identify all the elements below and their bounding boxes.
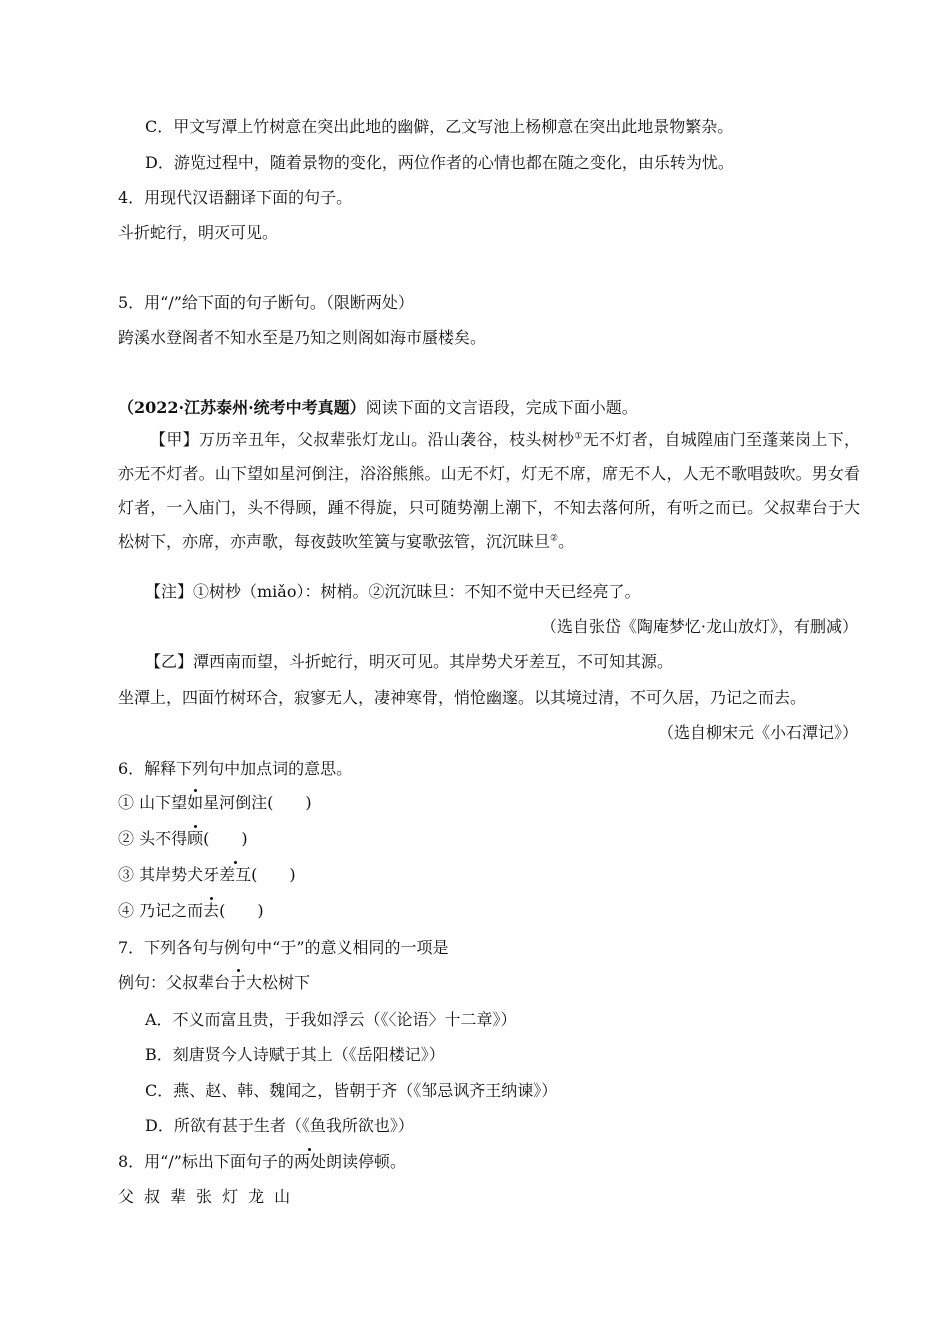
q8-title: 8．用“/”标出下面句子的两处朗读停顿。 — [118, 1152, 406, 1171]
section-source: （2022·江苏泰州·统考中考真题） — [118, 398, 366, 417]
section-header — [118, 397, 638, 419]
q8-char: 灯 — [222, 1187, 239, 1206]
q8-char: 山 — [274, 1187, 291, 1206]
emphasis-dot-word: 去 — [203, 901, 220, 920]
q7-option-b: B．刻唐贤今人诗赋于其上（《岳阳楼记》） — [145, 1045, 445, 1064]
q7-title: 7．下列各句与例句中“于”的意义相同的一项是 — [118, 938, 449, 957]
emphasis-dot-word: 于 — [230, 973, 247, 992]
emphasis-dot-word: 两处 — [293, 1152, 326, 1171]
q5-sentence: 跨溪水登阁者不知水至是乃知之则阁如海市蜃楼矣。 — [118, 328, 487, 347]
yi-line-2: 坐潭上，四面竹树环合，寂寥无人，凄神寒骨，悄怆幽邃。以其境过清，不可久居，乃记之而去。 — [118, 688, 807, 707]
emphasis-dot-word: 差互 — [219, 865, 252, 884]
q8-char: 张 — [196, 1187, 213, 1206]
yi-line-1: 【乙】潭西南而望，斗折蛇行，明灭可见。其岸势犬牙差互，不可知其源。 — [145, 652, 674, 671]
q4-title: 4．用现代汉语翻译下面的句子。 — [118, 188, 353, 207]
q6-title: 6．解释下列句中加点词的意思。 — [118, 759, 353, 778]
q7-option-d: D．所欲有甚于生者（《鱼我所欲也》） — [145, 1116, 414, 1135]
q8-char: 辈 — [170, 1187, 187, 1206]
q7-option-a: A．不义而富且贵，于我如浮云（《〈论语〉十二章》） — [145, 1010, 517, 1029]
q6-item: ② 头不得顾( ) — [118, 829, 248, 848]
passage-jia — [118, 423, 860, 559]
jia-part3: 。 — [558, 532, 575, 551]
jia-part2: 无不灯者，自城隍庙门至蓬莱岗上下，亦无不灯者。山下望如星河倒注，浴浴熊熊。山无不灯，灯无不席，席无不人，人无不歌唱鼓吹。男女看灯者，一入庙门，头不得顾，踵不得旋，只可随势潮上潮下，不知去落何所，有听之而已。父叔辈台于大松树下，亦席，亦声歌，每夜鼓吹笙簧与宴歌弦管，沉沉昧旦 — [118, 430, 860, 551]
q7-example: 例句：父叔辈台于大松树下 — [118, 973, 311, 992]
jia-note: 【注】①树杪（miǎo）：树梢。②沉沉昧旦：不知不觉中天已经亮了。 — [145, 582, 641, 601]
section-instruction: 阅读下面的文言语段，完成下面小题。 — [365, 398, 638, 417]
emphasis-dot-word: 如 — [187, 793, 204, 812]
yi-source: （选自柳宋元《小石潭记》） — [657, 723, 858, 742]
q8-sentence — [118, 1186, 300, 1208]
q5-title: 5．用“/”给下面的句子断句。（限断两处） — [118, 293, 414, 312]
q6-item: ④ 乃记之而去( ) — [118, 901, 264, 920]
q8-char: 父 — [118, 1187, 135, 1206]
q8-char: 叔 — [144, 1187, 161, 1206]
q3-option-c: C．甲文写潭上竹树意在突出此地的幽僻，乙文写池上杨柳意在突出此地景物繁杂。 — [145, 117, 734, 136]
q7-option-c: C．燕、赵、韩、魏闻之，皆朝于齐（《邹忌讽齐王纳谏》） — [145, 1081, 558, 1100]
jia-footnote-2: ② — [550, 533, 559, 544]
jia-part1: 【甲】万历辛丑年，父叔辈张灯龙山。沿山袭谷，枝头树杪 — [150, 430, 575, 449]
jia-source: （选自张岱《陶庵梦忆·龙山放灯》，有删减） — [540, 617, 858, 636]
q4-sentence: 斗折蛇行，明灭可见。 — [118, 223, 279, 242]
emphasis-dot-word: 顾 — [187, 829, 204, 848]
q6-item: ③ 其岸势犬牙差互( ) — [118, 865, 296, 884]
q8-char: 龙 — [248, 1187, 265, 1206]
jia-footnote-1: ① — [574, 431, 583, 442]
q6-item: ① 山下望如星河倒注( ) — [118, 793, 312, 812]
q3-option-d: D．游览过程中，随着景物的变化，两位作者的心情也都在随之变化，由乐转为忧。 — [145, 153, 734, 172]
